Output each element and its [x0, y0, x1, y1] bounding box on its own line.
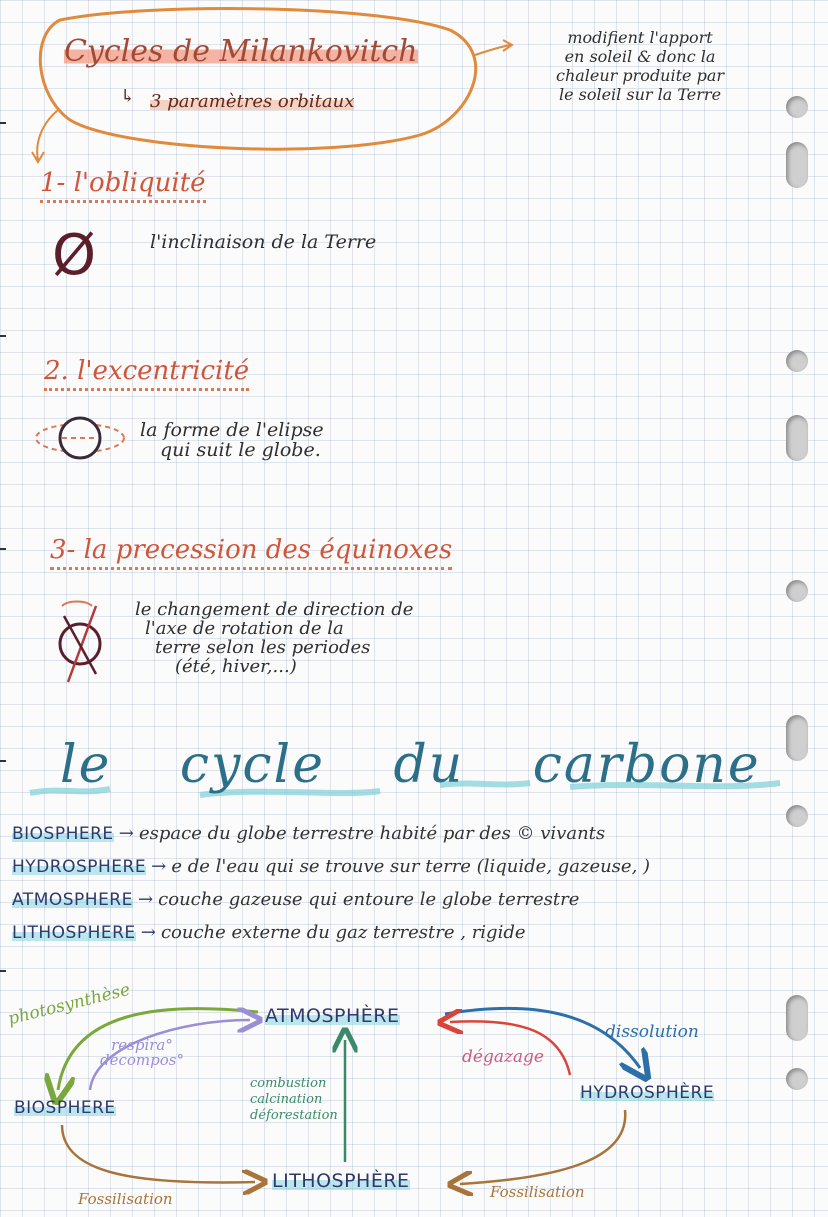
- label-respiration: respira°: [111, 1036, 173, 1054]
- definition-term: ATMOSPHERE: [12, 890, 133, 910]
- section-title-precession: [50, 535, 452, 570]
- fossilisation-right-arrow: [460, 1110, 625, 1184]
- definition-term: BIOSPHERE: [12, 824, 114, 844]
- label-dissolution: dissolution: [605, 1022, 699, 1042]
- section-text-line: l'axe de rotation de la: [145, 618, 344, 639]
- binder-hole: [786, 580, 808, 602]
- label-line: combustion: [250, 1076, 327, 1091]
- node-hydrosphere: HYDROSPHÈRE: [580, 1083, 715, 1103]
- arrow-icon: →: [137, 889, 154, 910]
- node-biosphere: BIOSPHERE: [14, 1098, 116, 1118]
- label-combustion: [250, 1076, 338, 1124]
- section-number: 3-: [50, 535, 76, 565]
- definition-text: e de l'eau qui se trouve sur terre (liquide, gazeuse, ): [171, 856, 651, 877]
- definition-list: [12, 823, 802, 955]
- precession-symbol-icon: [48, 598, 112, 688]
- side-note-line: en soleil & donc la: [564, 47, 716, 66]
- node-atmosphere: ATMOSPHÈRE: [265, 1005, 400, 1027]
- arrow-icon: →: [140, 922, 156, 943]
- subtitle-arrow-glyph: ↳: [120, 86, 136, 107]
- definition-term: LITHOSPHERE: [12, 923, 136, 943]
- section-title-text: la precession des équinoxes: [83, 535, 453, 565]
- definition-text: couche externe du gaz terrestre , rigide: [160, 922, 526, 943]
- section-number: 1-: [40, 168, 66, 198]
- ellipse-orbit-icon: [30, 410, 130, 466]
- binder-hole: [786, 415, 808, 461]
- section-text-line: le changement de direction de: [135, 599, 414, 620]
- margin-mark: [0, 548, 6, 550]
- obliquity-symbol-icon: Ø: [52, 223, 97, 288]
- label-fossilisation-right: Fossilisation: [490, 1183, 585, 1201]
- title-bubble-outline: [40, 9, 475, 150]
- side-note-line: le soleil sur la Terre: [558, 85, 722, 104]
- definition-row: [12, 889, 802, 922]
- side-note: [515, 28, 765, 104]
- label-line: déforestation: [250, 1108, 338, 1123]
- label-line: calcination: [250, 1092, 323, 1107]
- arrow-icon: →: [118, 823, 134, 844]
- section-title-text: l'obliquité: [73, 168, 206, 198]
- label-photosynthese: photosynthèse: [6, 979, 133, 1030]
- section-number: 2.: [44, 356, 69, 386]
- label-respiration-decomposition: [100, 1038, 184, 1068]
- label-degazage: dégazage: [462, 1047, 544, 1067]
- section-title-excentricite: [44, 356, 249, 391]
- side-note-line: modifient l'apport: [567, 28, 713, 47]
- carbon-cycle-diagram: [0, 990, 828, 1217]
- label-decomposition: décompos°: [100, 1051, 184, 1069]
- margin-mark: [0, 970, 6, 972]
- definition-term: HYDROSPHERE: [12, 857, 147, 877]
- section-text: [135, 600, 413, 676]
- label-fossilisation-left: Fossilisation: [78, 1190, 173, 1208]
- section-title-obliquite: [40, 168, 206, 203]
- section-text: l'inclinaison de la Terre: [150, 231, 377, 253]
- node-lithosphere: LITHOSPHÈRE: [272, 1170, 410, 1192]
- page-subtitle: 3 paramètres orbitaux: [150, 91, 355, 112]
- page-title: Cycles de Milankovitch: [64, 34, 418, 69]
- arrow-icon: →: [151, 856, 167, 877]
- definition-row: [12, 922, 802, 955]
- down-arrow: [37, 110, 58, 160]
- section-text: [140, 420, 324, 460]
- binder-hole: [786, 350, 808, 372]
- margin-mark: [0, 335, 6, 337]
- side-note-line: chaleur produite par: [555, 66, 725, 85]
- definition-text: espace du globe terrestre habité par des © vivants: [138, 823, 606, 844]
- fossilisation-left-arrow: [62, 1125, 255, 1182]
- carbon-cycle-title: le cycle du carbone: [60, 735, 761, 795]
- definition-row: [12, 856, 802, 889]
- definition-text: couche gazeuse qui entoure le globe terrestre: [158, 889, 580, 910]
- definition-row: [12, 823, 802, 856]
- section-text-line: (été, hiver,...): [175, 656, 297, 677]
- section-text-line: terre selon les periodes: [155, 637, 371, 658]
- section-text-line: la forme de l'elipse: [140, 419, 324, 441]
- section-text-line: qui suit le globe.: [160, 439, 321, 461]
- section-title-text: l'excentricité: [77, 356, 250, 386]
